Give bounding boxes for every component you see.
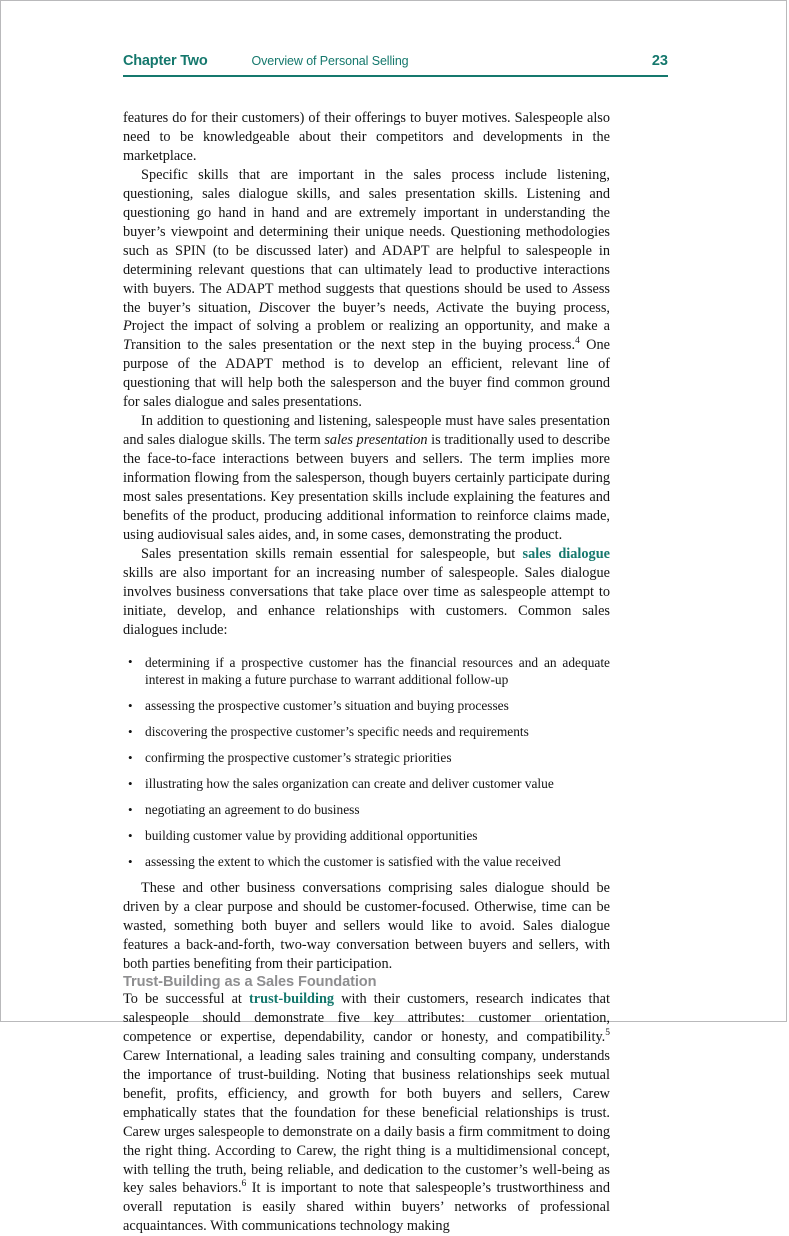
list-item: • discovering the prospective customer’s specific needs and requirements	[123, 723, 610, 741]
adapt-letter-p: P	[123, 318, 132, 335]
adapt-letter-t: T	[123, 337, 131, 354]
running-head	[123, 53, 668, 77]
para-1-text: features do for their customers) of their offerings to buyer motives. Salespeople also need to be knowledgeable about their competitors and developments in the marketplace.	[123, 110, 610, 164]
paragraph-specific-skills	[123, 166, 610, 412]
paragraph-trust-building	[123, 990, 610, 1236]
para-3-text-b: is traditionally used to describe the face-to-face interactions between buyers and sellers. The term implies more information flowing from the salesperson, though buyers certainly participate during most sales presentations. Key presentation skills include explaining the features and benefits of the product, producing additional information to reinforce claims made, using audiovisual sales aides, and, in some cases, demonstrating the product.	[123, 432, 610, 543]
para-2-text-f: ransition to the sales presentation or the next step in the buying process.	[130, 337, 576, 354]
para-5-text: These and other business conversations comprising sales dialogue should be driven by a clear purpose and should be customer-focused. Otherwise, time can be wasted, something both buyer and sellers would like to avoid. Sales dialogue features a back-and-forth, two-way conversation between buyers and sellers, with both parties benefiting from their participation.	[123, 880, 610, 972]
list-item: • assessing the prospective customer’s situation and buying processes	[123, 697, 610, 715]
para-3-text-a: In addition to questioning and listening, salespeople must have sales presentation and sales dialogue skills. The term	[123, 413, 610, 449]
paragraph-these-and-other	[123, 879, 610, 974]
list-item: • confirming the prospective customer’s strategic priorities	[123, 749, 610, 767]
trust-text-c: Carew International, a leading sales training and consulting company, understands the importance of trust-building. Noting that business relationships seek mutual benefit, profits, efficiency, and growth for both buyers and sellers, Carew emphatically states that the foundation for these beneficial relationships is trust. Carew urges salespeople to demonstrate on a daily basis a firm commitment to doing the right thing. According to Carew, the right thing is a multidimensional concept, with telling the truth, being reliable, and dedication to the customer’s well-being as key sales behaviors.	[123, 1047, 610, 1197]
adapt-letter-a2: A	[436, 299, 446, 316]
footnote-marker-4: 4	[575, 336, 580, 347]
para-2-text-d: ctivate the buying process,	[445, 299, 610, 316]
para-2-text-c: iscover the buyer’s needs,	[268, 299, 437, 316]
list-item: • negotiating an agreement to do business	[123, 801, 610, 819]
trust-text-a: To be successful at	[123, 990, 250, 1007]
adapt-letter-d: D	[258, 299, 269, 316]
para-2-text-e: roject the impact of solving a problem or realizing an opportunity, and make a	[131, 318, 610, 335]
para-2-text-b: ssess the buyer’s situation,	[123, 280, 610, 316]
chapter-title: Overview of Personal Selling	[251, 54, 409, 68]
para-4-text-b: skills are also important for an increasing number of salespeople. Sales dialogue involves business conversations that take place over time as salespeople attempt to initiate, develop, and enhance relationships with customers. Common sales dialogues include:	[123, 564, 610, 638]
list-item: • determining if a prospective customer has the financial resources and an adequate interest in making a future purchase to warrant additional follow-up	[123, 654, 610, 689]
key-term-trust-building: trust-building	[249, 990, 335, 1007]
key-term-sales-dialogue: sales dialogue	[522, 545, 610, 562]
common-sales-dialogues-list	[123, 654, 610, 871]
header-rule	[123, 75, 668, 77]
paragraph-sales-presentation	[123, 412, 610, 545]
list-item: • building customer value by providing additional opportunities	[123, 827, 610, 845]
adapt-letter-a: A	[572, 280, 582, 297]
paragraph-sales-dialogue	[123, 545, 610, 640]
body-column	[123, 109, 610, 1236]
chapter-label: Chapter Two	[123, 53, 208, 69]
footnote-marker-6: 6	[241, 1179, 247, 1190]
list-item: • illustrating how the sales organization can create and deliver customer value	[123, 775, 610, 793]
running-head-row	[123, 53, 668, 69]
term-sales-presentation: sales presentation	[324, 432, 428, 449]
para-2-text-g: One purpose of the ADAPT method is to develop an efficient, relevant line of questioning that will help both the salesperson and the buyer find common ground for sales dialogue and sales presentations.	[123, 337, 610, 411]
list-item: • assessing the extent to which the customer is satisfied with the value received	[123, 853, 610, 871]
paragraph-continuation	[123, 109, 610, 166]
para-2-text-a: Specific skills that are important in the sales process include listening, questioning, sales dialogue skills, and sales presentation skills. Listening and questioning go hand in hand and are extremely important in understanding the buyer’s viewpoint and determining their unique needs. Questioning methodologies such as SPIN (to be discussed later) and ADAPT are helpful to salespeople in determining relevant questions that can ultimately lead to productive interactions with buyers. The ADAPT method suggests that questions should be used to	[123, 166, 610, 297]
trust-text-b: with their customers, research indicates that salespeople should demonstrate five key attributes: customer orientation, competence or expertise, dependability, candor or honesty, and compatibility.	[123, 990, 610, 1045]
footnote-marker-5: 5	[605, 1028, 610, 1039]
para-4-text-a: Sales presentation skills remain essential for salespeople, but	[141, 545, 523, 562]
page-number: 23	[651, 53, 668, 69]
trust-text-d: It is important to note that salespeople’s trustworthiness and overall reputation is easily shared within buyers’ networks of professional acquaintances. With communications technology making	[123, 1180, 610, 1235]
section-heading-trust-building: Trust-Building as a Sales Foundation	[123, 973, 377, 990]
